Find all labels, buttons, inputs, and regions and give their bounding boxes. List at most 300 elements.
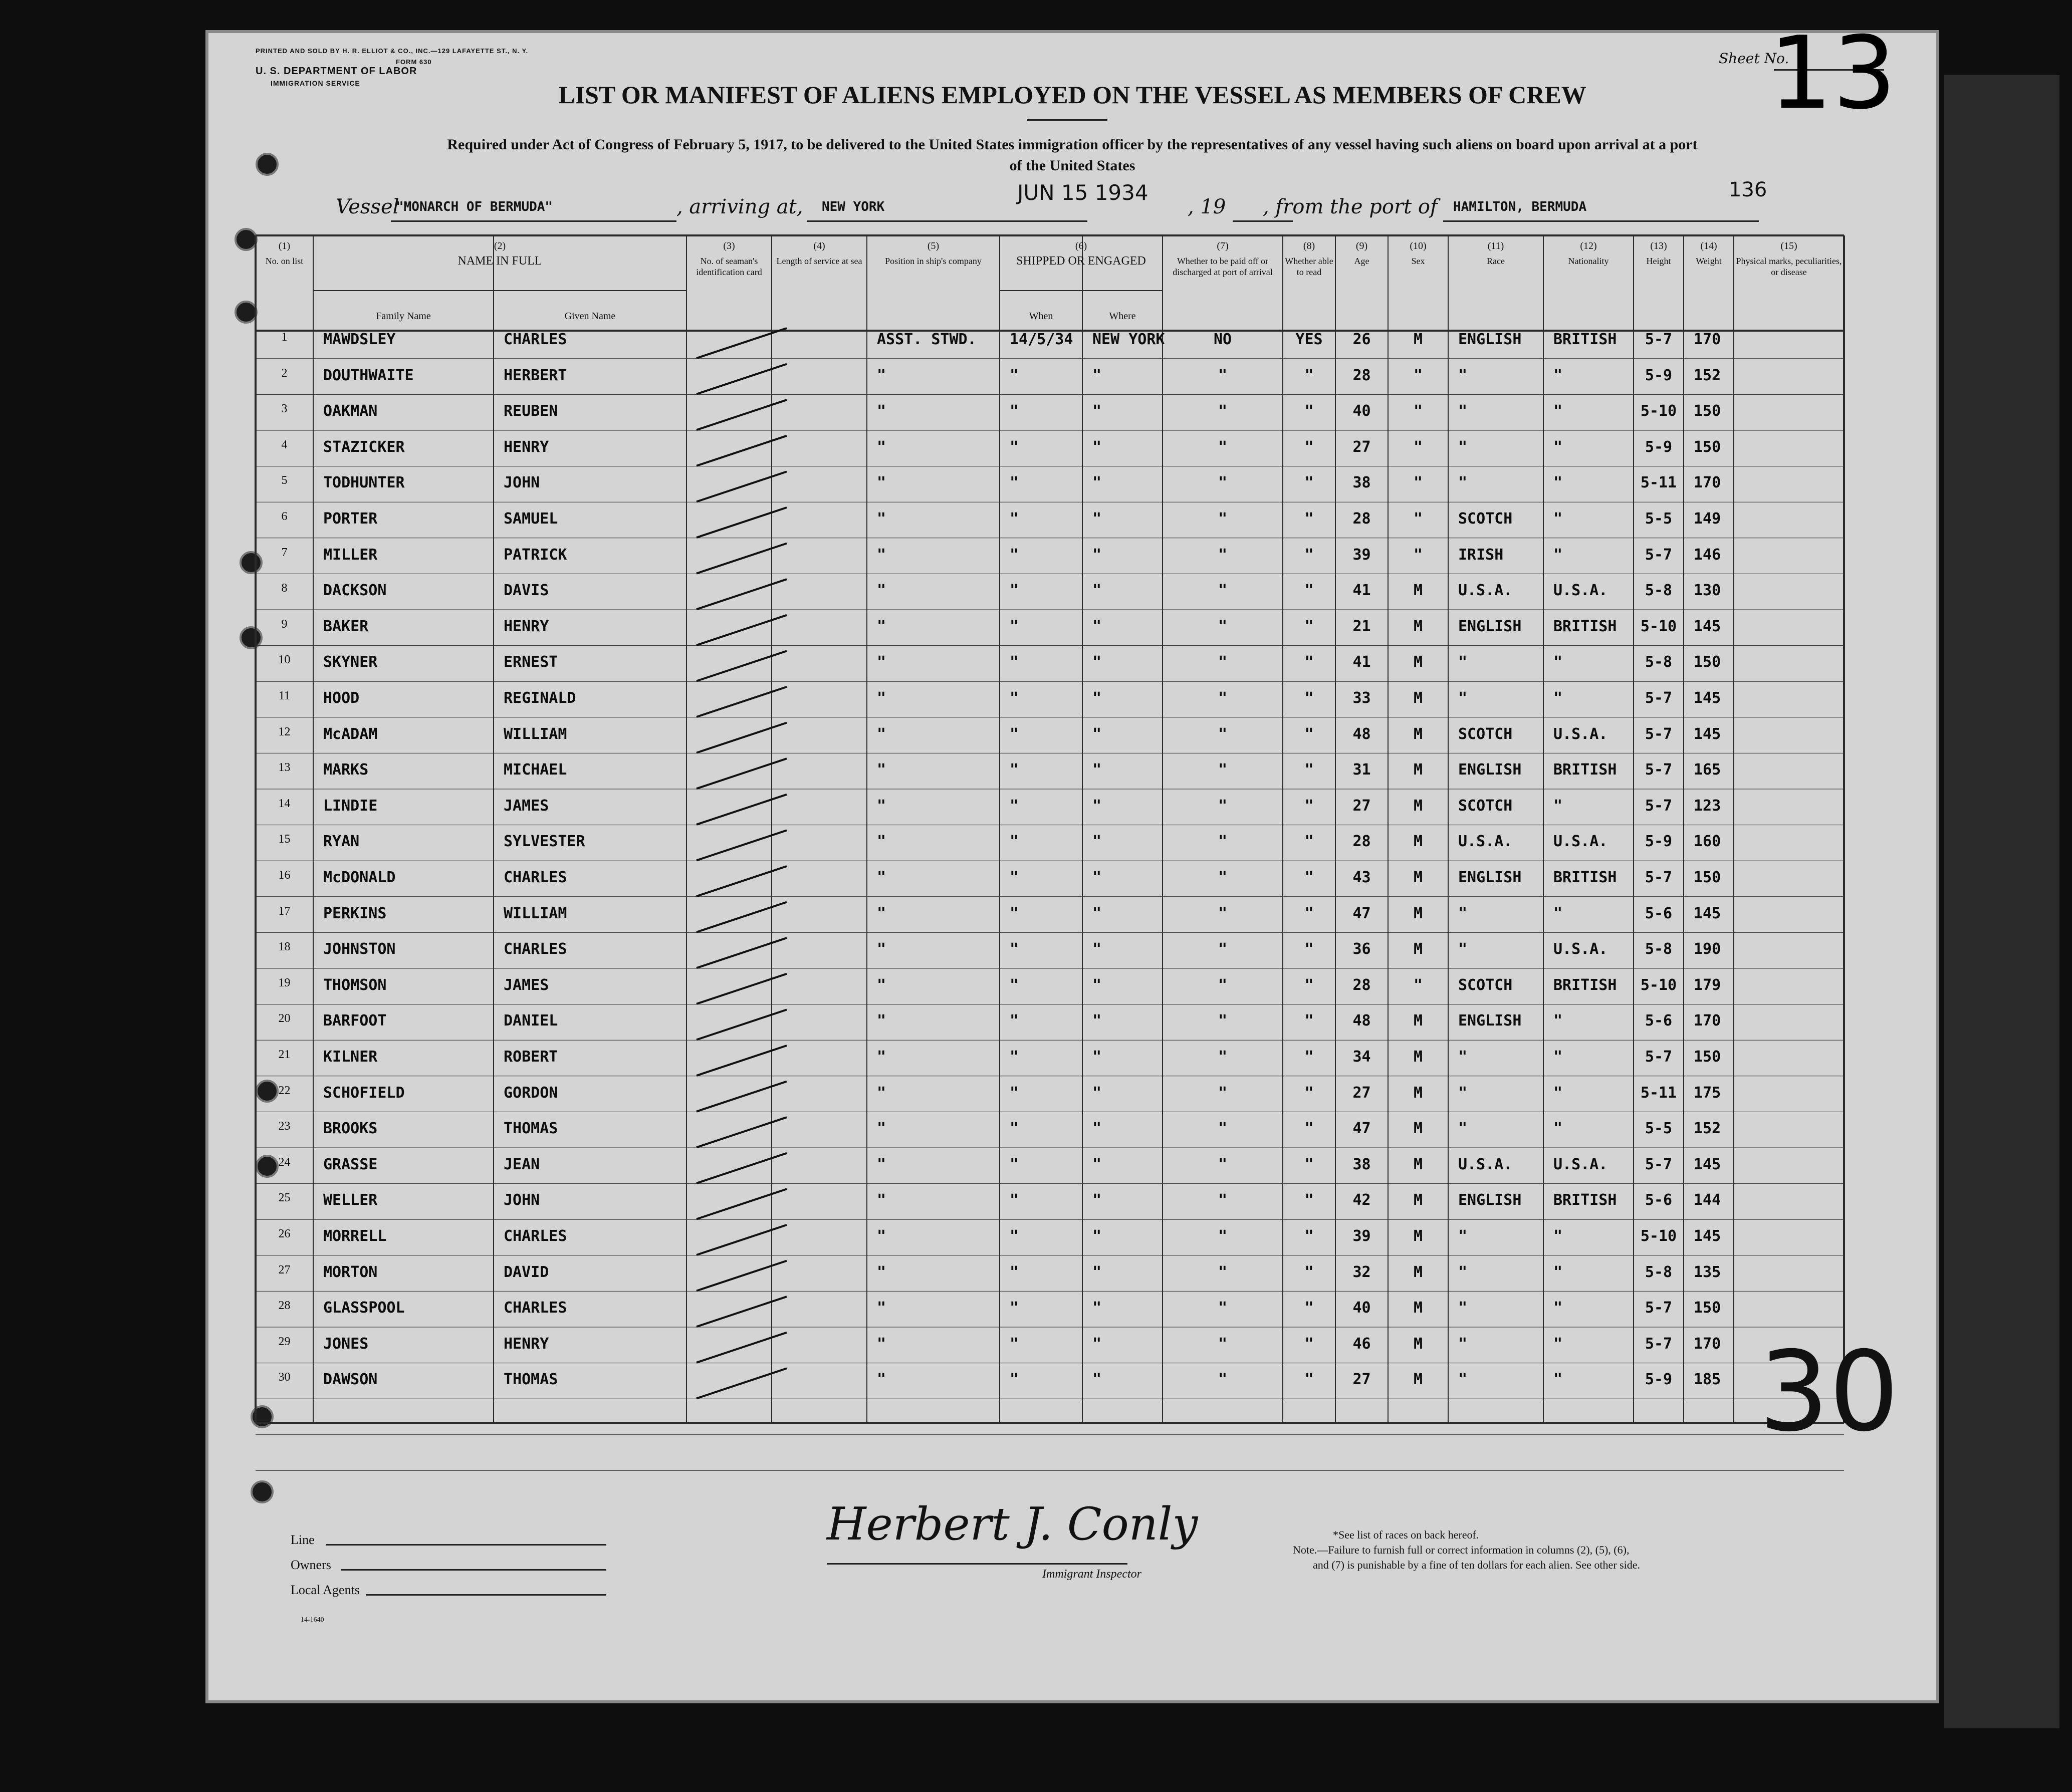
cell-height: 5-5 [1645,510,1673,528]
id-card-pen-mark [697,1261,787,1291]
cell-nat: U.S.A. [1553,833,1608,851]
cell-family: RYAN [323,833,360,851]
column-number: (8) [1303,240,1315,251]
cell-where: " [1092,1263,1102,1281]
cell-when: " [1010,904,1019,922]
cell-sex: M [1413,1012,1423,1030]
cell-race: ENGLISH [1458,1191,1522,1209]
cell-read: " [1304,546,1314,564]
cell-given: CHARLES [504,940,567,958]
cell-family: OAKMAN [323,402,378,420]
column-number: (11) [1487,240,1504,251]
cell-height: 5-10 [1640,617,1677,635]
cell-family: PORTER [323,510,378,528]
cell-given: ROBERT [504,1048,558,1066]
id-card-pen-mark [697,1368,787,1398]
inspector-label: Immigrant Inspector [1042,1568,1141,1581]
cell-when: " [1010,474,1019,492]
column-number: (14) [1700,240,1717,251]
cell-weight: 170 [1694,1012,1721,1030]
cell-given: CHARLES [504,331,567,348]
cell-family: MARKS [323,761,369,779]
cell-weight: 165 [1694,761,1721,779]
cell-where: " [1092,653,1102,671]
footer-line-rule [326,1544,606,1546]
cell-weight: 145 [1694,725,1721,743]
penalty-note-2: and (7) is punishable by a fine of ten dollars for each alien. See other side. [1313,1559,1641,1571]
cell-age: 31 [1352,761,1371,779]
date-stamp: JUN 15 1934 [1017,180,1148,205]
cell-given: DANIEL [504,1012,558,1030]
cell-age: 28 [1352,510,1371,528]
cell-family: HOOD [323,689,360,707]
cell-family: MORRELL [323,1227,387,1245]
cell-when: 14/5/34 [1010,331,1073,348]
cell-family: JOHNSTON [323,940,396,958]
cell-given: REGINALD [504,689,576,707]
cell-race: " [1458,653,1468,671]
cell-height: 5-8 [1645,582,1673,600]
cell-sex: M [1413,1155,1423,1173]
cell-age: 40 [1352,1299,1371,1317]
cell-read: " [1304,1335,1314,1353]
cell-height: 5-11 [1640,1084,1677,1102]
cell-height: 5-9 [1645,438,1673,456]
cell-weight: 150 [1694,1048,1721,1066]
cell-age: 41 [1352,653,1371,671]
cell-position: ASST. STWD. [877,331,977,348]
cell-age: 47 [1352,1120,1371,1138]
cell-when: " [1010,689,1019,707]
cell-paid: " [1218,1048,1228,1066]
cell-read: " [1304,940,1314,958]
cell-read: " [1304,1155,1314,1173]
cell-position: " [877,904,886,922]
cell-height: 5-7 [1645,725,1673,743]
column-sublabel: Where [1109,311,1136,322]
cell-family: MAWDSLEY [323,331,396,348]
cell-weight: 150 [1694,653,1721,671]
cell-height: 5-7 [1645,797,1673,815]
cell-where: " [1092,1335,1102,1353]
cell-nat: BRITISH [1553,617,1617,635]
cell-race: " [1458,1263,1468,1281]
id-card-pen-mark [697,758,787,789]
cell-sex: M [1413,761,1423,779]
cell-age: 28 [1352,833,1371,851]
cell-family: BAKER [323,617,369,635]
cell-given: THOMAS [504,1371,558,1389]
cell-given: HENRY [504,438,549,456]
cell-no: 15 [278,833,291,846]
cell-read: " [1304,1048,1314,1066]
cell-position: " [877,1120,886,1138]
cell-read: " [1304,1012,1314,1030]
cell-read: " [1304,1227,1314,1245]
cell-read: " [1304,725,1314,743]
cell-race: SCOTCH [1458,510,1513,528]
cell-position: " [877,869,886,886]
vessel-label: Vessel [336,195,399,218]
cell-given: JOHN [504,474,540,492]
cell-no: 22 [278,1084,291,1097]
id-card-pen-mark [697,328,787,358]
cell-paid: " [1218,438,1228,456]
cell-age: 41 [1352,582,1371,600]
column-label: Whether to be paid off or discharged at port of arrival [1173,256,1273,277]
cell-race: " [1458,904,1468,922]
cell-paid: " [1218,617,1228,635]
column-label: No. of seaman's identification card [696,256,762,277]
cell-nat: BRITISH [1553,1191,1617,1209]
cell-paid: " [1218,474,1228,492]
cell-age: 39 [1352,546,1371,564]
cell-paid: " [1218,1299,1228,1317]
cell-position: " [877,1335,886,1353]
cell-height: 5-9 [1645,1371,1673,1389]
cell-sex: M [1413,617,1423,635]
total-count: 30 [1759,1328,1899,1456]
id-card-pen-mark [697,687,787,717]
cell-height: 5-6 [1645,1191,1673,1209]
cell-when: " [1010,833,1019,851]
cell-nat: " [1553,366,1563,384]
cell-paid: " [1218,1084,1228,1102]
cell-where: " [1092,1191,1102,1209]
cell-family: McADAM [323,725,378,743]
cell-family: STAZICKER [323,438,405,456]
cell-height: 5-10 [1640,1227,1677,1245]
id-card-pen-mark [697,1046,787,1076]
cell-family: THOMSON [323,976,387,994]
cell-position: " [877,976,886,994]
cell-nat: " [1553,438,1563,456]
cell-nat: U.S.A. [1553,725,1608,743]
races-note: *See list of races on back hereof. [1333,1528,1479,1541]
footer-agents-label: Local Agents [291,1583,360,1597]
cell-when: " [1010,725,1019,743]
cell-given: DAVID [504,1263,549,1281]
cell-weight: 144 [1694,1191,1721,1209]
column-number: (10) [1410,240,1427,251]
cell-paid: " [1218,653,1228,671]
cell-paid: " [1218,761,1228,779]
manifest-table-grid [205,30,1939,1703]
cell-read: " [1304,474,1314,492]
cell-nat: " [1553,402,1563,420]
cell-when: " [1010,1227,1019,1245]
cell-weight: 150 [1694,438,1721,456]
cell-no: 10 [278,653,291,667]
inspector-signature: Herbert J. Conly [827,1498,1198,1551]
form-code: 14-1640 [301,1616,324,1624]
cell-read: " [1304,761,1314,779]
column-label: Length of service at sea [776,256,862,266]
cell-paid: " [1218,689,1228,707]
cell-paid: " [1218,940,1228,958]
cell-where: " [1092,546,1102,564]
footer-owners-rule [341,1569,606,1571]
cell-weight: 145 [1694,689,1721,707]
cell-family: MILLER [323,546,378,564]
id-card-pen-mark [697,544,787,574]
id-card-pen-mark [697,974,787,1004]
cell-position: " [877,1299,886,1317]
cell-read: YES [1295,331,1323,348]
cell-read: " [1304,1263,1314,1281]
cell-paid: " [1218,1120,1228,1138]
form-number: FORM 630 [396,58,432,66]
id-card-pen-mark [697,1153,787,1183]
cell-paid: " [1218,725,1228,743]
column-number: (1) [278,240,291,251]
cell-when: " [1010,1048,1019,1066]
service-label: IMMIGRATION SERVICE [271,79,360,87]
cell-paid: NO [1213,331,1232,348]
cell-race: " [1458,689,1468,707]
cell-family: GRASSE [323,1155,378,1173]
cell-where: " [1092,438,1102,456]
cell-nat: " [1553,546,1563,564]
cell-given: JAMES [504,976,549,994]
cell-given: HENRY [504,1335,549,1353]
cell-no: 17 [278,904,291,918]
cell-family: MORTON [323,1263,378,1281]
cell-weight: 145 [1694,1155,1721,1173]
cell-position: " [877,1227,886,1245]
cell-no: 5 [281,474,288,487]
column-sublabel: When [1029,311,1053,322]
cell-sex: M [1413,940,1423,958]
cell-where: " [1092,689,1102,707]
cell-when: " [1010,1299,1019,1317]
cell-nat: " [1553,904,1563,922]
cell-read: " [1304,689,1314,707]
cell-height: 5-9 [1645,833,1673,851]
page-title: LIST OR MANIFEST OF ALIENS EMPLOYED ON THE VESSEL AS MEMBERS OF CREW [558,81,1586,109]
cell-height: 5-7 [1645,869,1673,886]
cell-weight: 185 [1694,1371,1721,1389]
cell-sex: " [1413,366,1423,384]
cell-when: " [1010,1191,1019,1209]
id-card-pen-mark [697,795,787,825]
cell-weight: 130 [1694,582,1721,600]
cell-paid: " [1218,797,1228,815]
column-label: Position in ship's company [885,256,982,266]
cell-when: " [1010,510,1019,528]
id-card-pen-mark [697,902,787,932]
cell-nat: " [1553,1335,1563,1353]
cell-paid: " [1218,582,1228,600]
cell-sex: " [1413,546,1423,564]
column-label: Whether able to read [1285,256,1333,277]
cell-no: 6 [281,510,288,523]
cell-family: McDONALD [323,869,396,886]
cell-sex: " [1413,438,1423,456]
cell-family: BARFOOT [323,1012,387,1030]
cell-where: " [1092,1299,1102,1317]
cell-paid: " [1218,1335,1228,1353]
cell-no: 4 [281,438,288,451]
cell-sex: M [1413,1227,1423,1245]
cell-age: 26 [1352,331,1371,348]
cell-position: " [877,582,886,600]
cell-when: " [1010,366,1019,384]
cell-race: ENGLISH [1458,331,1522,348]
cell-no: 28 [278,1299,291,1313]
cell-given: WILLIAM [504,725,567,743]
cell-read: " [1304,1084,1314,1102]
cell-where: " [1092,1048,1102,1066]
cell-read: " [1304,366,1314,384]
cell-where: " [1092,1120,1102,1138]
cell-read: " [1304,1120,1314,1138]
cell-race: " [1458,1048,1468,1066]
id-card-pen-mark [697,723,787,753]
cell-race: U.S.A. [1458,582,1513,600]
column-label: Physical marks, peculiarities, or disease [1736,256,1842,277]
cell-given: SYLVESTER [504,833,585,851]
cell-age: 36 [1352,940,1371,958]
id-card-pen-mark [697,651,787,681]
cell-where: NEW YORK [1092,331,1165,348]
cell-family: SKYNER [323,653,378,671]
cell-weight: 175 [1694,1084,1721,1102]
cell-position: " [877,510,886,528]
cell-nat: " [1553,689,1563,707]
cell-position: " [877,1155,886,1173]
cell-position: " [877,797,886,815]
cell-where: " [1092,1012,1102,1030]
cell-where: " [1092,797,1102,815]
cell-age: 43 [1352,869,1371,886]
cell-where: " [1092,366,1102,384]
cell-age: 21 [1352,617,1371,635]
cell-weight: 150 [1694,869,1721,886]
cell-position: " [877,546,886,564]
cell-family: SCHOFIELD [323,1084,405,1102]
cell-read: " [1304,1191,1314,1209]
cell-nat: BRITISH [1553,331,1617,348]
vessel-name: "MONARCH OF BERMUDA" [396,199,553,214]
cell-age: 27 [1352,797,1371,815]
cell-given: JOHN [504,1191,540,1209]
cell-when: " [1010,546,1019,564]
column-number: (13) [1650,240,1667,251]
cell-paid: " [1218,546,1228,564]
cell-where: " [1092,833,1102,851]
cell-position: " [877,438,886,456]
cell-sex: M [1413,725,1423,743]
cell-read: " [1304,797,1314,815]
cell-given: WILLIAM [504,904,567,922]
cell-weight: 170 [1694,331,1721,348]
cell-race: " [1458,474,1468,492]
column-sublabel: Family Name [376,311,431,322]
cell-height: 5-10 [1640,402,1677,420]
cell-where: " [1092,869,1102,886]
cell-race: ENGLISH [1458,869,1522,886]
cell-weight: 146 [1694,546,1721,564]
column-label: Height [1646,256,1671,266]
cell-no: 9 [281,617,288,631]
cell-no: 3 [281,402,288,416]
column-label: Sex [1411,256,1425,266]
cell-height: 5-11 [1640,474,1677,492]
cell-no: 11 [278,689,291,702]
cell-age: 42 [1352,1191,1371,1209]
cell-when: " [1010,940,1019,958]
id-card-pen-mark [697,364,787,394]
cell-where: " [1092,976,1102,994]
cell-race: " [1458,1084,1468,1102]
cell-where: " [1092,510,1102,528]
cell-weight: 190 [1694,940,1721,958]
cell-height: 5-7 [1645,1048,1673,1066]
cell-no: 29 [278,1335,291,1348]
cell-when: " [1010,976,1019,994]
cell-no: 8 [281,582,288,595]
cell-no: 16 [278,869,291,882]
id-card-pen-mark [697,830,787,860]
cell-age: 28 [1352,366,1371,384]
id-card-pen-mark [697,1297,787,1327]
cell-nat: " [1553,653,1563,671]
cell-weight: 160 [1694,833,1721,851]
id-card-pen-mark [697,615,787,645]
column-label: Nationality [1568,256,1609,266]
id-card-pen-mark [697,1082,787,1112]
id-card-pen-mark [697,1117,787,1147]
cell-given: DAVIS [504,582,549,600]
cell-paid: " [1218,904,1228,922]
cell-sex: M [1413,833,1423,851]
cell-nat: " [1553,510,1563,528]
column-label: NAME IN FULL [457,254,542,268]
cell-given: CHARLES [504,869,567,886]
signature-rule [827,1563,1127,1565]
column-number: (5) [927,240,940,251]
cell-no: 7 [281,546,288,559]
cell-weight: 145 [1694,1227,1721,1245]
cell-when: " [1010,653,1019,671]
cell-nat: " [1553,1120,1563,1138]
cell-nat: " [1553,797,1563,815]
id-card-pen-mark [697,1333,787,1363]
cell-position: " [877,689,886,707]
cell-height: 5-8 [1645,940,1673,958]
id-card-pen-mark [697,507,787,538]
cell-family: KILNER [323,1048,378,1066]
cell-paid: " [1218,1371,1228,1389]
cell-family: DAWSON [323,1371,378,1389]
id-card-pen-mark [697,579,787,609]
cell-weight: 149 [1694,510,1721,528]
column-number: (7) [1217,240,1229,251]
cell-sex: " [1413,474,1423,492]
cell-given: JAMES [504,797,549,815]
cell-sex: M [1413,1299,1423,1317]
cell-race: " [1458,1371,1468,1389]
cell-no: 2 [281,366,288,380]
page-subtitle-2: of the United States [1009,157,1135,174]
cell-race: " [1458,1299,1468,1317]
printer-line: PRINTED AND SOLD BY H. R. ELLIOT & CO., INC.—129 LAFAYETTE ST., N. Y. [256,47,529,55]
cell-when: " [1010,1120,1019,1138]
cell-age: 27 [1352,438,1371,456]
cell-when: " [1010,617,1019,635]
cell-position: " [877,653,886,671]
